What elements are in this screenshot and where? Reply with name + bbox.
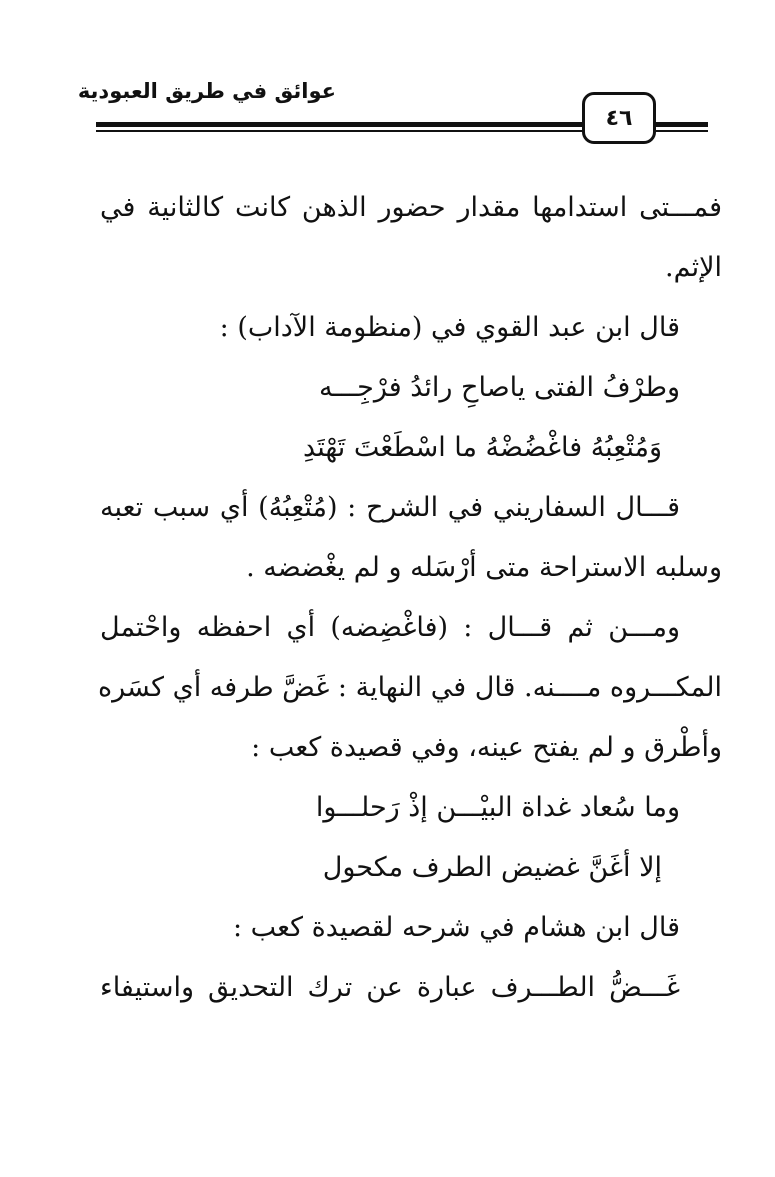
page-number: ٤٦	[605, 105, 633, 131]
text-line-4: قـــال السفاريني في الشرح : (مُتْعِبُهُ) أي سبب تعبه	[100, 492, 680, 523]
verse-line-1: وطرْفُ الفتى ياصاحِ رائدُ فرْجِـــه	[318, 372, 680, 403]
page-number-box	[582, 92, 656, 144]
text-line-10: غَـــضُّ الطـــرف عبارة عن ترك التحديق واستيفاء	[100, 972, 680, 1003]
text-line-3: قال ابن عبد القوي في (منظومة الآداب) :	[219, 312, 680, 343]
text-line-1: فمـــتى استدامها مقدار حضور الذهن كانت كالثانية في	[100, 192, 722, 223]
book-title: عوائق في طريق العبودية	[77, 79, 336, 103]
text-line-2: الإثم.	[665, 252, 722, 283]
text-line-7: المكـــروه مــــنه. قال في النهاية : غَضَّ طرفه أي كسَره	[98, 672, 722, 703]
page-body	[100, 178, 722, 1018]
verse-line-3: وما سُعاد غداة البيْـــن إذْ رَحلـــوا	[315, 792, 680, 823]
verse-line-4: إلا أغَنَّ غضيض الطرف مكحول	[322, 852, 662, 883]
text-line-5: وسلبه الاستراحة متى أرْسَله و لم يغْضضه .	[246, 552, 722, 583]
verse-line-2: وَمُتْعِبُهُ فاغْضُضْهُ ما اسْطَعْتَ تَهْتَدِ	[303, 432, 662, 463]
text-line-8: وأطْرق و لم يفتح عينه، وفي قصيدة كعب :	[251, 732, 722, 763]
text-line-9: قال ابن هشام في شرحه لقصيدة كعب :	[232, 912, 680, 943]
text-line-6: ومـــن ثم قـــال : (فاغْضِضه) أي احفظه واحْتمل	[100, 612, 680, 643]
